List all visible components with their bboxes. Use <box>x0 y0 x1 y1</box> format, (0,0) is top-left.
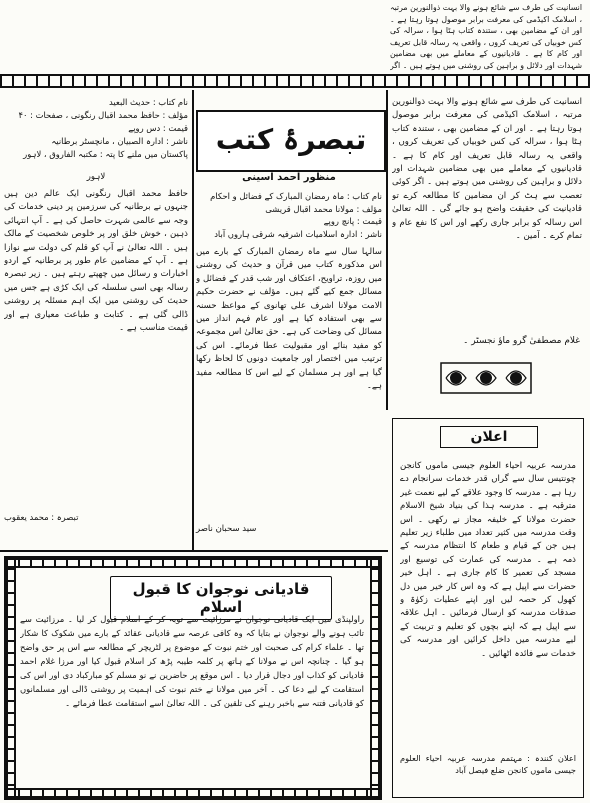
floral-ornament-icon <box>440 362 532 394</box>
middle-closing: سید سحبان ناصر <box>196 524 257 534</box>
qadiani-box-border-left <box>6 558 16 798</box>
middle-body: سالہا سال سے ماہ رمضان المبارک کے بارے میں اس مذکورہ کتاب میں قرآن و حدیث کی روشنی میں روزہ، تراویح، اعتکاف اور شب قدر کے فضائل و مسائل جمع کیے گئے ہیں۔ مؤلف نے حضرت حکیم الامت مولانا اشرف علی تھانوی کے مواعظ حسنہ سے بھی استفادہ کیا ہے اور عام فہم انداز میں مسائل کی وضاحت کی ہے۔ حق تعالیٰ اس مجموعہ کو مفید بنائے اور مقبولیت عطا فرمائے۔ اس کی ترتیب میں اختصار اور جامعیت دونوں کا لحاظ رکھا گیا ہے اور ہر مسلمان کے لیے اس کا مطالعہ مفید ہے۔ <box>196 247 382 392</box>
qadiani-box-border-right <box>370 558 380 798</box>
qadiani-box-border-top <box>6 558 380 568</box>
intro-continuation: انسانیت کی طرف سے شائع ہونے والا بہت ذوالنورین مرتبہ ، اسلامک اکیڈمی کی معرفت برابر موصول ہوتا رہتا ہے ۔ اور ان کے مضامین بھی ، ستندہ کتاب ہٹا ہوا ، سرالہ کی کس خوبیاں کی تعریف کروں ، واقعی یہ رسالہ قابل تعریف اور کام کا ہے ۔ قادیانیوں کے معاملے میں بھی مضامین شہدات اور دلائل و براہین کی روشنی میں ہوتے ہیں ۔ اگر کوئی تعصب سے ہٹ کر ان مضامین کا مطالعہ کرے تو قادیانیت کی حقیقت واضح ہو جائے گی ۔ اللہ تعالیٰ اس رسالہ کو برابر جاری رکھے اور اس کا نفع عام و تمام کرے ۔ آمین ۔ <box>392 97 582 242</box>
column-divider-right <box>386 90 388 410</box>
middle-book-meta <box>196 190 382 240</box>
left-price-row: قیمت : دس روپے <box>128 123 188 133</box>
section-header-box <box>196 110 386 172</box>
announcement-body: مدرسہ عربیہ احیاء العلوم جیسی ماموں کانجن چونتیس سال سے گراں قدر خدمات سرانجام دے رہا ہے ۔ مدرسہ کا وجود علاقے کے لیے نعمت غیر مترقبہ ہے ۔ مدرسہ ہذا کی بنیاد شیخ الاسلام حضرت مولانا کے خلیفہ مجاز نے رکھی ۔ اس وقت مدرسہ میں کثیر تعداد میں طلباء زیر تعلیم ہیں جن کے قیام و طعام کا انتظام مدرسہ کے ذمہ ہے ۔ مدرسہ کی عمارت کی توسیع اور مسجد کی تعمیر کا کام جاری ہے ۔ اہل خیر حضرات سے اپیل ہے کہ وہ اس کار خیر میں دل کھول کر حصہ لیں اور اپنے عطیات زکوٰۃ و صدقات مدرسہ کو ارسال فرمائیں ۔ اہل علاقہ سے اپیل ہے کہ اپنے بچوں کو تعلیم و تربیت کے لیے مدرسہ میں داخل کرائیں اور مدرسہ کی خدمات سے فائدہ اٹھائیں ۔ <box>400 461 576 659</box>
middle-author: منظور احمد آسینی <box>242 172 336 183</box>
mid-page-rule <box>0 550 388 552</box>
greek-border-top <box>0 74 590 88</box>
left-book-meta <box>4 96 188 161</box>
left-city: لاہور <box>86 172 106 182</box>
middle-price-row: قیمت : پانچ روپے <box>323 216 382 227</box>
left-body: حافظ محمد اقبال رنگونی ایک عالم دین ہیں جنہوں نے برطانیہ کی سرزمین پر دینی خدمات کی وجہ سے عالمی شہرت حاصل کی ہے ۔ آپ انتہائی ذہین ، خوش خلق اور پر خلوص شخصیت کے مالک ہیں ۔ اللہ تعالیٰ نے آپ کو قلم کی دولت سے نوازا ہے ۔ آپ کے مضامین عام طور پر برطانیہ کے اردو اخبارات و رسائل میں چھپتے رہتے ہیں ۔ زیر تبصرہ رسالہ بھی اسی سلسلہ کی ایک کڑی ہے جس میں حدیث کی روشنی میں ایک اہم مسئلہ پر روشنی ڈالی گئی ہے ۔ کتابت و طباعت معیاری ہے اور قیمت مناسب ہے ۔ <box>4 189 188 334</box>
column-divider-left <box>192 90 194 550</box>
intro-signature: غلام مصطفیٰ گرو ماؤ نجسٹر ۔ <box>463 336 580 346</box>
qadiani-body: راولپنڈی میں ایک قادیانی نوجوان نے مرزائیت سے توبہ کر کے اسلام قبول کر لیا ۔ مرزائیت سے تائب ہونے والے نوجوان نے بتایا کہ وہ کافی عرصہ سے قادیانی عقائد کے بارے میں شکوک کا شکار تھا ۔ علماء کرام کی صحبت اور ختم نبوت کے موضوع پر لٹریچر کے مطالعہ سے اس پر حق واضح ہو گیا ۔ چنانچہ اس نے مولانا کے ہاتھ پر کلمہ طیبہ پڑھ کر اسلام قبول کیا اور مرزا غلام احمد قادیانی کو کذاب اور دجال قرار دیا ۔ اس موقع پر حاضرین نے نو مسلم کو مبارکباد دی اور اس کی استقامت کے لیے دعا کی ۔ آخر میں مولانا نے ختم نبوت کی اہمیت پر روشنی ڈالی اور مسلمانوں کو قادیانی فتنہ سے باخبر رہنے کی تلقین کی ۔ اللہ تعالیٰ اسے استقامت عطا فرمائے ۔ <box>20 614 364 708</box>
left-closing: تبصرہ : محمد یعقوب <box>4 512 79 522</box>
middle-author-row: مؤلف : مولانا محمد اقبال قریشی <box>265 203 382 214</box>
middle-name-row: نام کتاب : ماہ رمضان المبارک کے فضائل و احکام <box>210 191 382 201</box>
qadiani-box-border-bottom <box>6 788 380 798</box>
left-name-row: نام کتاب : حدیث البعید <box>108 97 188 107</box>
left-address-row: پاکستان میں ملنے کا پتہ : مکتبہ الفاروق ، لاہور <box>23 149 188 159</box>
announcement-footer: اعلان کنندہ : مہتمم مدرسہ عربیہ احیاء العلوم جیسی ماموں کانجن ضلع فیصل آباد <box>400 753 576 775</box>
middle-publisher-row: ناشر : ادارہ اسلامیات اشرفیہ شرقی ہاروں آباد <box>214 228 382 239</box>
announcement-title: اعلان <box>440 426 538 448</box>
qadiani-title: قادیانی نوجوان کا قبول اسلام <box>110 576 332 620</box>
left-publisher-row: ناشر : ادارہ الصبیان ، مانچسٹر برطانیہ <box>51 136 188 146</box>
intro-text: انسانیت کی طرف سے شائع ہونے والا بہت ذوالنورین مرتبہ ، اسلامک اکیڈمی کی معرفت برابر موصول ہوتا رہتا ہے ۔ اور ان کے مضامین بھی ، ستندہ کتاب ہٹا ہوا ، سرالہ کی کس خوبیاں کی تعریف کروں ، واقعی یہ رسالہ قابل تعریف اور کام کا ہے ۔ قادیانیوں کے معاملے میں بھی مضامین شہدات اور دلائل و براہین کی روشنی میں ہوتے ہیں ۔ اگر <box>390 3 582 70</box>
left-author-row: مؤلف : حافظ محمد اقبال رنگونی ، صفحات : ۴۰ <box>18 110 188 120</box>
section-header-title: تبصرۂ کتب <box>215 123 367 156</box>
